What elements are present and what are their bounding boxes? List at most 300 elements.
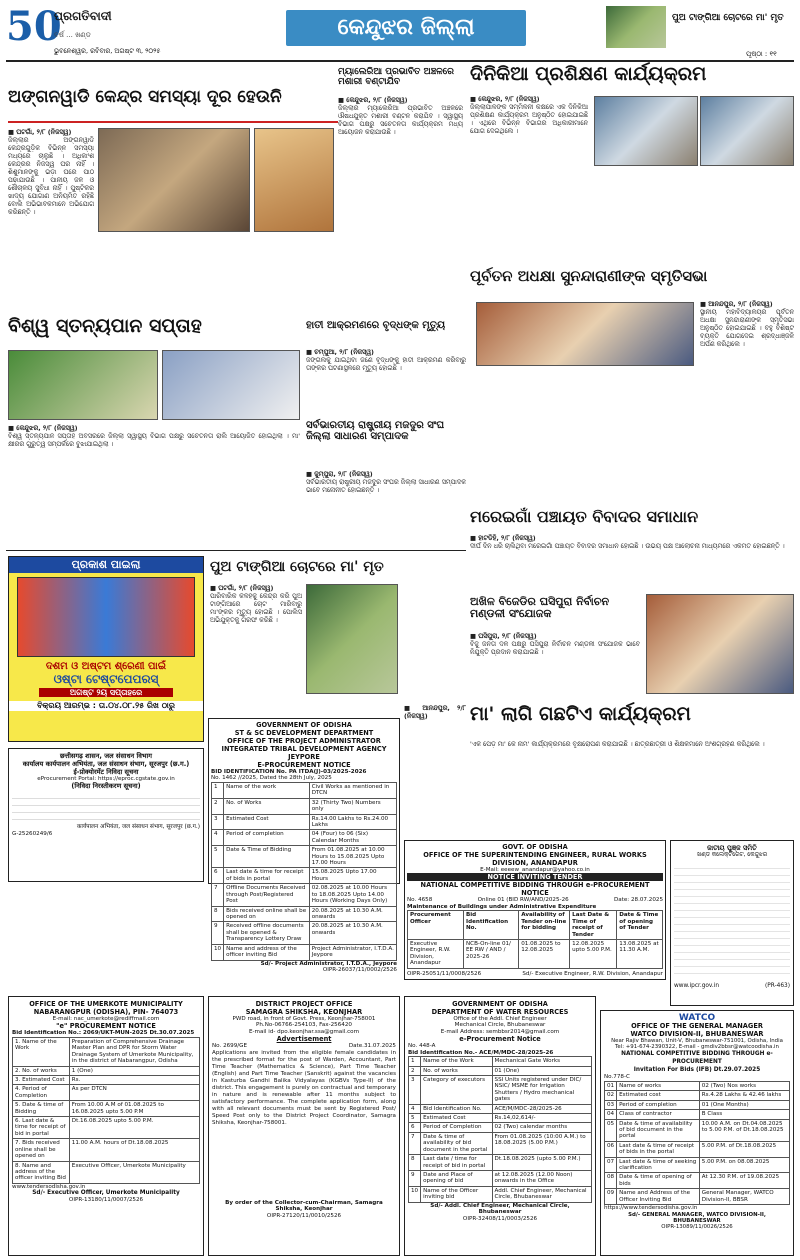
table-cell: Name and Address of the Officer Inviting Bid [617, 1189, 700, 1205]
table-row [409, 1057, 592, 1066]
table-row [13, 1066, 200, 1075]
samagra-text: Applications are invited from the eligible female candidates in the prescribed format for the post of Warden, Accountant, Part Time Teacher (Mathematics & Science), Part Time Teacher (English) and Part Time Teacher (Sanskrit) against the vacancies in Kasturba Gandhi Balika Vidyalayas (KGBVs Type-II) of the district. This engagement is purely on contractual and temporary in nature and is renewable after 11 months subject to satisfactory performance. The complete application form, along with all relevant documents must be sent by Registered Post/ Speed Post only to the District Project Coordinator, Samagra Shiksha, Keonjhar-758001. [212, 1049, 396, 1126]
table-cell: Period of completion [224, 830, 310, 846]
table-header-cell: Availability of Tender on-line for bidding [519, 911, 570, 940]
table-row [13, 1139, 200, 1161]
watco-logo-text: WATCO [678, 1013, 716, 1023]
teaser-photo [606, 6, 666, 48]
table-header [408, 911, 663, 940]
table-cell: 2. No. of works [13, 1066, 70, 1075]
table-cell: 13.08.2025 at 11.30 A.M. [617, 939, 663, 968]
table-cell: Name of the Officer inviting bid [421, 1186, 492, 1202]
table-cell: 07 [605, 1157, 617, 1173]
table-cell: Date and Place of opening of bid [421, 1171, 492, 1187]
table-row [605, 1141, 790, 1157]
table-cell: Preparation of Comprehensive Drainage Master Plan and DPR for Storm Water Drainage System of Umerkote Municipality, in the district of Nabarangpur, Odisha [69, 1037, 199, 1066]
watco-l7: Invitation For Bids (IFB) Dt.29.07.2025 [633, 1067, 761, 1074]
table-cell: Last date & time of receipt of bids in the portal [617, 1141, 700, 1157]
table-cell: 7 [212, 884, 224, 906]
table-cell: Executive Engineer, R.W. Division, Anandapur [408, 939, 464, 968]
table-cell: No. of Works [224, 798, 310, 814]
table-cell: Addl. Chief Engineer, Mechanical Circle, Bhubaneswar [492, 1186, 591, 1202]
table-row [212, 782, 397, 798]
watco-l5: Tel: +91-674-2390322, E-mail - gmdiv2bbsr@watcoodisha.in [615, 1044, 779, 1051]
table-row [605, 1119, 790, 1141]
murder-byline: ■ ଘଟଗାଁ, ୨/୮ (ନିଜସ୍ୱ) [210, 584, 274, 592]
jeypore-no: No. 1462 //2025, Dated the 28th July, 2025 [211, 775, 332, 782]
tree-byline-col [404, 704, 466, 834]
table-cell: Dt.18.08.2025 (upto 5.00 P.M.) [492, 1155, 591, 1171]
water-email: E-mail Address: sembbsr2014@gmail.com [440, 1028, 560, 1035]
table-row [13, 1101, 200, 1117]
weather-url: www.ipcr.gov.in [674, 982, 720, 989]
samagra-l4: Ph.No-06766-254103, Fax-256420 [256, 1022, 352, 1029]
table-cell: From 01.08.2025 (10:00 A.M.) to 18.08.2025 (5.00 P.M.) [492, 1132, 591, 1154]
table-cell: 5 [212, 846, 224, 868]
table-cell: 02 (Two) Nos works [699, 1081, 789, 1090]
table-row [212, 922, 397, 944]
chhattisgarh-ad [8, 748, 204, 882]
breastfeeding-headline: ବିଶ୍ୱ ସ୍ତନ୍ୟପାନ ସପ୍ତାହ [8, 315, 202, 337]
table-cell: 4. Period of Completion [13, 1085, 70, 1101]
table-cell: Rs.14.00 Lakhs to Rs.24.00 Lakhs [309, 814, 396, 830]
jeypore-l1: GOVERNMENT OF ODISHA [256, 721, 352, 729]
table-cell: Offline Documents Received through Post/Registered Post [224, 884, 310, 906]
watco-no: No.778-C [604, 1074, 630, 1081]
table-cell: 05 [605, 1119, 617, 1141]
anandapur-l4: NATIONAL COMPETITIVE BIDDING THROUGH e-PROCUREMENT NOTICE [420, 881, 650, 898]
water-l4: Mechanical Circle, Bhubaneswar [454, 1022, 546, 1029]
table-row [13, 1037, 200, 1066]
table-row [409, 1066, 592, 1075]
murder-text: ପାରିବାରିକ କଳହକୁ କେନ୍ଦ୍ର କରି ପୁଅ ଟାଙ୍ଗିଆରେ ଚୋଟ ମାରିବାରୁ ମା'ଙ୍କର ମୃତ୍ୟୁ ହୋଇଛି । ପୋଲିସ ଅଭିଯୁକ୍ତକୁ ଗିରଫ କରିଛି । [210, 592, 302, 624]
table-cell: Estimated Cost [421, 1114, 492, 1123]
table-row [212, 944, 397, 960]
table-row [212, 884, 397, 906]
panchayat-text: ଦୀର୍ଘ ଦିନ ଧରି ଚାଲିଥିବା ମରେଇଗାଁ ପଞ୍ଚାୟତ ବିବାଦର ସମାଧାନ ହୋଇଛି । ଉଭୟ ପକ୍ଷ ଆଲୋଚନା ମାଧ୍ୟମରେ ଏକମତ ହୋଇଛନ୍ତି । [470, 542, 785, 550]
table-cell: 6 [212, 868, 224, 884]
jeypore-table [211, 782, 397, 961]
table-cell: 10.00 A.M. on Dt.04.08.2025 to 5.00 P.M. of Dt.18.08.2025 [699, 1119, 789, 1141]
malaria-body [338, 96, 463, 292]
table-row [409, 1171, 592, 1187]
table-cell: Rs.4.28 Lakhs & 42.46 lakhs [699, 1091, 789, 1100]
table-row [409, 1123, 592, 1132]
malaria-headline: ମ୍ୟାଲେରିଆ ପ୍ରଭାବିତ ଅଞ୍ଚଳରେ ମଶାରୀ ବଣ୍ଟାଯିବ [338, 67, 454, 87]
table-cell: Rs.14,02,614/- [492, 1114, 591, 1123]
table-cell: Category of executors [421, 1075, 492, 1104]
table-cell: 8 [212, 906, 224, 922]
samagra-l2: SAMAGRA SHIKSHA, KEONJHAR [245, 1008, 363, 1016]
bjd-headline: ଅଖିଳ ବିଜେଡିର ଘସିପୁରା ନିର୍ବାଚନ ମଣ୍ଡଳୀ ସଂଯୋଜକ [470, 595, 610, 621]
murder-photo [306, 584, 398, 694]
table-cell: 3 [212, 814, 224, 830]
memorial-body [700, 300, 794, 500]
samagra-ad [208, 996, 400, 1256]
union-text: ସର୍ବଭାରତୀୟ ରାଷ୍ଟ୍ରୀୟ ମଜଦୁର ସଂଘର ଜିଲ୍ଲା ସାଧାରଣ ସମ୍ପାଦକ ଭାବେ ମନୋନୀତ ହୋଇଛନ୍ତି । [306, 478, 466, 494]
water-ref: OIPR-32408/11/0003/2526 [462, 1215, 538, 1222]
table-cell: Mechanical Gate Works [492, 1057, 591, 1066]
table-cell: 20.08.2025 at 10.30 A.M. onwards [309, 922, 396, 944]
samagra-date: Date.31.07.2025 [348, 1043, 396, 1050]
watco-l3: WATCO DIVISION-II, BHUBANESWAR [630, 1030, 764, 1038]
table-cell: Period of completion [617, 1100, 700, 1109]
water-sign: Sd/- Addl. Chief Engineer, Mechanical Circle, Bhubaneswar [430, 1202, 570, 1216]
table-header-cell: Last Date & Time of receipt of Tender [570, 911, 617, 940]
page-number: ପୃଷ୍ଠା : ୧୧ [746, 50, 777, 58]
watco-l4: Near Rajiv Bhawan, Unit-V, Bhubaneswar-751001, Odisha, India [611, 1038, 783, 1044]
table-cell: 7. Bids received online shall be opened on [13, 1139, 70, 1161]
samagra-l6: Advertisement [276, 1035, 332, 1044]
cg-text-block [12, 792, 200, 822]
breastfeeding-byline: ■ କେନ୍ଦୁଝର, ୨/୮ (ନିଜସ୍ୱ) [8, 424, 78, 432]
table-cell: 2 [212, 798, 224, 814]
anandapur-l1: GOVT. OF ODISHA [502, 843, 568, 851]
malaria-byline: ■ କେନ୍ଦୁଝର, ୨/୮ (ନିଜସ୍ୱ) [338, 96, 408, 104]
masthead-rule [6, 60, 794, 62]
table-cell: As per DTCN [69, 1085, 199, 1101]
table-cell: Dt.16.08.2025 upto 5.00 P.M. [69, 1117, 199, 1139]
table-cell: Name of the Work [421, 1057, 492, 1066]
table-cell: 15.08.2025 Upto 17.00 Hours [309, 868, 396, 884]
table-cell: 7 [409, 1132, 421, 1154]
table-cell: 1 (One) [69, 1066, 199, 1075]
jeypore-l2: ST & SC DEVELOPMENT DEPARTMENT [234, 729, 374, 737]
anandapur-date: Date: 28.07.2025 [613, 897, 663, 904]
table-cell: Last date / time for receipt of bid in portal [421, 1155, 492, 1171]
murder-headline: ପୁଅ ଟାଙ୍ଗିଆ ଚୋଟରେ ମା' ମୃତ [210, 559, 384, 575]
union-body [306, 470, 466, 548]
section-rule [6, 550, 466, 551]
memorial-photo [476, 302, 694, 366]
tree-body [470, 740, 795, 832]
table-cell: Estimated cost [617, 1091, 700, 1100]
weather-ref: (PR-463) [765, 982, 790, 989]
water-bid: Bid Identification No.- ACE/M/MDC-28/2025-26 [408, 1049, 554, 1056]
table-cell: 32 (Thirty Two) Numbers only [309, 798, 396, 814]
malaria-text: ଜିଲ୍ଲାର ମ୍ୟାଲେରିଆ ପ୍ରଭାବିତ ଅଞ୍ଚଳରେ ଔଷଧଯୁକ୍ତ ମଶାରୀ ବଣ୍ଟନ କରାଯିବ । ସ୍ୱାସ୍ଥ୍ୟ ବିଭାଗ ପକ୍ଷରୁ ସଚେତନତା କାର୍ଯ୍ୟକ୍ରମ ମଧ୍ୟ ଆୟୋଜନ କରାଯାଉଛି । [338, 104, 463, 136]
table-cell: 5.00 P.M. of Dt.18.08.2025 [699, 1141, 789, 1157]
training-headline: ଦିନିକିଆ ପ୍ରଶିକ୍ଷଣ କାର୍ଯ୍ୟକ୍ରମ [470, 63, 707, 85]
anganwadi-headline: ଅଙ୍ଗନୱାଡି କେନ୍ଦ୍ର ସମସ୍ୟା ଦୂର ହେଉନି [8, 87, 282, 107]
table-cell: From 01.08.2025 at 10.00 Hours to 15.08.2025 Upto 17.00 Hours [309, 846, 396, 868]
anniversary-logo: 50 [6, 3, 62, 50]
tree-byline: ■ ଆନନ୍ଦପୁର, ୨/୮ (ନିଜସ୍ୱ) [404, 704, 466, 720]
table-cell: Name of the work [224, 782, 310, 798]
table-row [408, 939, 663, 968]
memorial-text: ସ୍ଥାନୀୟ ମହାବିଦ୍ୟାଳୟର ପୂର୍ବତନ ଅଧକ୍ଷା ସୁନନ୍ଦାରାଣୀଙ୍କ ସ୍ମୃତିସଭା ଅନୁଷ୍ଠିତ ହୋଇଯାଇଛି । ବହୁ ବିଶିଷ୍ଟ ବ୍ୟକ୍ତି ଯୋଗଦେଇ ଶ୍ରଦ୍ଧାଞ୍ଜଳି ଅର୍ପଣ କରିଥିଲେ । [700, 308, 794, 348]
table-row [212, 846, 397, 868]
table-cell: Class of contractor [617, 1110, 700, 1119]
prakash-books-image [17, 577, 195, 657]
table-cell: Date & time of availability of bid document in the portal [617, 1119, 700, 1141]
table-cell: Last date & time for receipt of bids in portal [224, 868, 310, 884]
cg-sub: ई-प्रोक्योरमेंट निविदा सूचना [73, 768, 139, 776]
anandapur-email: E-Mail: eeeew_anandapur@yahoo.co.in [480, 867, 590, 873]
anganwadi-photo-2 [254, 128, 334, 232]
anandapur-l2: OFFICE OF THE SUPERINTENDING ENGINEER, RURAL WORKS DIVISION, ANANDAPUR [423, 851, 647, 867]
table-cell: NCB-On-line 01/ EE RW / AND / 2025-26 [464, 939, 519, 968]
weather-sub: ଖଣ୍ଡ କଲେକ୍ଟରେଟ, କେନ୍ଦୁଝର [696, 852, 768, 858]
jeypore-l6: E-PROCUREMENT NOTICE [257, 761, 351, 769]
table-cell: At 12.30 P.M. of 19.08.2025 [699, 1173, 789, 1189]
training-body [470, 95, 588, 155]
table-row [605, 1157, 790, 1173]
umerkote-l3: "e" PROCUREMENT NOTICE [56, 1022, 156, 1031]
table-cell: 9 [409, 1171, 421, 1187]
bjd-byline: ■ ଘସିପୁରା, ୨/୮ (ନିଜସ୍ୱ) [470, 632, 537, 640]
memorial-byline: ■ ଆନନ୍ଦପୁର, ୨/୮ (ନିଜସ୍ୱ) [700, 300, 773, 308]
watco-table [604, 1081, 790, 1205]
anganwadi-byline: ■ ଘଟଗାଁ, ୨/୮ (ନିଜସ୍ୱ) [8, 128, 72, 136]
table-row [409, 1114, 592, 1123]
table-cell: 12.08.2025 upto 5.00 P.M. [570, 939, 617, 968]
watco-ref: OIPR-13089/11/0026/2526 [661, 1223, 733, 1230]
memorial-headline: ପୂର୍ବତନ ଅଧକ୍ଷା ସୁନନ୍ଦାରାଣୀଙ୍କ ସ୍ମୃତିସଭା [470, 267, 708, 285]
cg-office: कार्यालय कार्यपालन अभियंता, जल संसाधन संभाग, सूरजपुर (छ.ग.) [22, 760, 190, 768]
table-cell: Received offline documents shall be opened & Transparency Lottery Draw [224, 922, 310, 944]
umerkote-email: E-mail: nac_umerkote@rediffmail.com [52, 1016, 160, 1022]
table-cell: From 10.00 A.M of 01.08.2025 to 16.08.2025 upto 5.00 P.M [69, 1101, 199, 1117]
anandapur-ad [404, 840, 666, 980]
panchayat-headline: ମରେଇଗାଁ ପଞ୍ଚାୟତ ବିବାଦର ସମାଧାନ [470, 507, 699, 526]
anganwadi-photo-1 [98, 128, 250, 232]
table-cell: 04 [605, 1110, 617, 1119]
elephant-byline: ■ ଚମ୍ପୁଆ, ୨/୮ (ନିଜସ୍ୱ) [306, 348, 374, 356]
elephant-headline: ହାତୀ ଆକ୍ରମଣରେ ବୃଦ୍ଧଙ୍କ ମୃତ୍ୟୁ [306, 320, 446, 331]
samagra-l5: E-mail id- dpo.keonjhar.ssa@gmail.com [248, 1028, 360, 1035]
tagline: ବର୍ଷ ... ଖଣ୍ଡ [54, 31, 91, 39]
table-cell: 4 [212, 830, 224, 846]
table-row [605, 1110, 790, 1119]
water-l5: e-Procurement Notice [459, 1035, 541, 1044]
water-l1: GOVERNMENT OF ODISHA [452, 1000, 548, 1008]
cg-note: (निविदा निरस्तीकरण सूचना) [71, 782, 141, 791]
elephant-text: ଜଙ୍ଗଲକୁ ଯାଇଥିବା ଜଣେ ବୃଦ୍ଧଙ୍କୁ ହାତୀ ଆକ୍ରମଣ କରିବାରୁ ତାଙ୍କର ଘଟଣାସ୍ଥଳରେ ମୃତ୍ୟୁ ହୋଇଛି । [306, 356, 466, 372]
water-table [408, 1056, 592, 1203]
table-row [212, 814, 397, 830]
jeypore-l5: JEYPORE [288, 753, 320, 761]
training-text: ଜିଲ୍ଲାପାଳଙ୍କ ସମ୍ମିଳନୀ କକ୍ଷରେ ଏକ ଦିନିକିଆ ପ୍ରଶିକ୍ଷଣ କାର୍ଯ୍ୟକ୍ରମ ଅନୁଷ୍ଠିତ ହୋଇଯାଇଛି । ଏଥିରେ ବିଭିନ୍ନ ବିଭାଗର ଅଧିକାରୀମାନେ ଯୋଗ ଦେଇଥିଲେ । [470, 103, 588, 135]
table-cell: Date & time of availability of bid document in the portal [421, 1132, 492, 1154]
table-cell: at 12.08.2025 (12.00 Noon) onwards in the Office [492, 1171, 591, 1187]
table-row [13, 1117, 200, 1139]
table-cell: 09 [605, 1189, 617, 1205]
table-cell: Project Administrator, I.T.D.A. Jeypore [309, 944, 396, 960]
table-row [605, 1091, 790, 1100]
training-photo-1 [594, 96, 698, 166]
samagra-no: No. 2699/GE [212, 1043, 248, 1050]
table-cell: 1 [212, 782, 224, 798]
table-row [409, 1132, 592, 1154]
water-l3: Office of the Addl. Chief Engineer [453, 1016, 547, 1022]
bjd-body [470, 632, 640, 692]
table-row [409, 1075, 592, 1104]
prakash-line1: ଦଶମ ଓ ଅଷ୍ଟମ ଶ୍ରେଣୀ ପାଇଁ [45, 661, 167, 672]
bjd-text: ବିଜୁ ଜନତା ଦଳ ପକ୍ଷରୁ ଘସିପୁରା ନିର୍ବାଚନ ମଣ୍ଡଳୀ ସଂଯୋଜକ ଭାବେ ନିଯୁକ୍ତି ପ୍ରଦାନ କରାଯାଇଛି । [470, 640, 640, 656]
table-cell: 02 (Two) calendar months [492, 1123, 591, 1132]
table-cell: Date & time of opening of bids [617, 1173, 700, 1189]
table-cell: 20.08.2025 at 10.30 A.M. onwards [309, 906, 396, 922]
umerkote-table [12, 1037, 200, 1184]
union-byline: ■ ଜୁମ୍ପୁରା, ୨/୮ (ନିଜସ୍ୱ) [306, 470, 373, 478]
cg-url: eProcurement Portal: https://eproc.cgstate.gov.in [37, 776, 175, 782]
table-cell: 4 [409, 1104, 421, 1113]
watco-url: https://www.tendersodisha.gov.in [604, 1205, 698, 1212]
cg-ref: G-25260249/6 [12, 831, 53, 838]
table-cell: 3 [409, 1075, 421, 1104]
samagra-l1: DISTRICT PROJECT OFFICE [255, 1000, 353, 1008]
elephant-body [306, 348, 466, 408]
table-row [212, 906, 397, 922]
anandapur-l5: Maintenance of Buildings under Administrative Expenditure [407, 903, 597, 910]
breastfeeding-photo-1 [8, 350, 158, 420]
tree-text: 'ଏକ ପେଡ଼ ମା' କେ ନାମ' କାର୍ଯ୍ୟକ୍ରମରେ ବୃକ୍ଷରୋପଣ କରାଯାଇଛି । ଛାତ୍ରଛାତ୍ରୀ ଓ ଶିକ୍ଷକମାନେ ଅଂଶଗ୍ରହଣ କରିଥିଲେ । [470, 740, 765, 748]
table-header-cell: Bid Identification No. [464, 911, 519, 940]
table-cell: 04 (Four) to 06 (Six) Calendar Months [309, 830, 396, 846]
weather-box [670, 840, 794, 1006]
anandapur-no: No. 4658 [407, 897, 433, 904]
prakash-line2: ଓଷ୍ଟା ଟେଷ୍ଟପେପରସ୍ [53, 671, 159, 686]
table-cell: 2 [409, 1066, 421, 1075]
table-cell: No. of works [421, 1066, 492, 1075]
breastfeeding-photo-2 [162, 350, 300, 420]
table-cell: 1. Name of the Work [13, 1037, 70, 1066]
samagra-ref: OIPR-27120/11/0010/2526 [266, 1212, 342, 1219]
table-row [409, 1186, 592, 1202]
table-row [13, 1075, 200, 1084]
cg-title: छत्तीसगढ़ शासन, जल संसाधन विभाग [60, 752, 152, 760]
headline-rule [8, 121, 338, 123]
table-cell: SSI Units registered under DIC/ NSIC/ MSME for Irrigation Shutters / Hydro mechanical gates [492, 1075, 591, 1104]
breastfeeding-body [8, 424, 300, 504]
prakash-line3: ଅଗଷ୍ଟ ୨ୟ ସପ୍ତାହରେ [39, 688, 173, 697]
table-cell: 01 (One) [492, 1066, 591, 1075]
table-cell: Last date & time of seeking clarification [617, 1157, 700, 1173]
table-cell: 01.08.2025 to 12.08.2025 [519, 939, 570, 968]
dateline: ଭୁବନେଶ୍ୱର, ରବିବାର, ଅଗଷ୍ଟ ୩, ୨୦୨୫ [54, 47, 161, 55]
jeypore-ad [208, 718, 400, 973]
umerkote-url: www.tendersodisha.gov.in [12, 1183, 86, 1190]
table-cell: 9 [212, 922, 224, 944]
watco-sign: Sd/- GENERAL MANAGER, WATCO DIVISION-II, BHUBANESWAR [628, 1211, 766, 1224]
panchayat-byline: ■ ହାଟଡିହି, ୨/୮ (ନିଜସ୍ୱ) [470, 534, 536, 542]
breastfeeding-text: ବିଶ୍ୱ ସ୍ତନ୍ୟପାନ ସପ୍ତାହ ଅବସରରେ ଜିଲ୍ଲା ସ୍ୱାସ୍ଥ୍ୟ ବିଭାଗ ପକ୍ଷରୁ ସଚେତନତା ରାଲି ଆୟୋଜିତ ହୋଇଥିଲା । ମା' କ୍ଷୀରର ଗୁରୁତ୍ୱ ସମ୍ପର୍କରେ ବୁଝାଯାଇଥିଲା । [8, 432, 300, 448]
table-cell: ACE/M/MDC-28/2025-26 [492, 1104, 591, 1113]
table-row [409, 1104, 592, 1113]
anandapur-bid: Online 01 (BID RW/AND/2025-26 [477, 897, 569, 904]
weather-lines [674, 862, 790, 980]
table-header-cell: Procurement Officer [408, 911, 464, 940]
table-cell: Estimated Cost [224, 814, 310, 830]
table-cell: Name of works [617, 1081, 700, 1090]
table-row [605, 1189, 790, 1205]
jeypore-l3: OFFICE OF THE PROJECT ADMINISTRATOR [227, 737, 381, 745]
table-cell: 8 [409, 1155, 421, 1171]
water-no: No. 448-A [408, 1043, 436, 1050]
umerkote-ad [8, 996, 204, 1256]
prakash-ad [8, 556, 204, 742]
table-row [13, 1085, 200, 1101]
table-cell: 5.00 P.M. on 08.08.2025 [699, 1157, 789, 1173]
prakash-price: ବିକ୍ରୟ ଆରମ୍ଭ : ତା.୦୪.୦୮.୨୫ ରିଖ ଠାରୁ [9, 701, 203, 710]
water-l2: DEPARTMENT OF WATER RESOURCES [431, 1008, 569, 1016]
anandapur-sign: Sd/- Executive Engineer, R.W. Division, Anandapur [522, 970, 663, 977]
table-cell: 01 [605, 1081, 617, 1090]
watco-l2: OFFICE OF THE GENERAL MANAGER [631, 1022, 763, 1030]
table-cell: 8. Name and address of the officer inviting Bid [13, 1161, 70, 1183]
union-headline: ସର୍ବଭାରତୀୟ ରାଷ୍ଟ୍ରୀୟ ମଜଦୁର ସଂଘ ଜିଲ୍ଲା ସାଧାରଣ ସମ୍ପାଦକ [306, 420, 445, 442]
training-byline: ■ କେନ୍ଦୁଝର, ୨/୮ (ନିଜସ୍ୱ) [470, 95, 540, 103]
paper-name: ପ୍ରଗତିବାଦୀ [54, 9, 112, 23]
cg-sign: कार्यपालन अभियंता, जल संसाधन संभाग, सूरजपुर (छ.ग.) [76, 824, 200, 831]
anandapur-ref: OIPR-25051/11/0008/2526 [407, 970, 482, 977]
table-row [212, 798, 397, 814]
table-cell: Date & Time of Bidding [224, 846, 310, 868]
table-cell: Civil Works as mentioned in DTCN [309, 782, 396, 798]
table-header-cell: Date & Time of opening of Tender [617, 911, 663, 940]
table-cell: 6 [409, 1123, 421, 1132]
table-cell: Name and address of the officer inviting Bid [224, 944, 310, 960]
water-ad [404, 996, 596, 1256]
table-cell: 02.08.2025 at 10.00 Hours to 18.08.2025 Upto 14.00 Hours (Working Days Only) [309, 884, 396, 906]
weather-title: ଜାତୀୟ ପୁଞ୍ଜ ସମିତି [707, 844, 757, 852]
table-cell: 3. Estimated Cost [13, 1075, 70, 1084]
table-row [605, 1173, 790, 1189]
table-cell: 08 [605, 1173, 617, 1189]
panchayat-body [470, 534, 795, 584]
table-cell: Bid Identification No. [421, 1104, 492, 1113]
jeypore-l4: INTEGRATED TRIBAL DEVELOPMENT AGENCY [221, 745, 387, 753]
table-cell: 6. Last date & time for receipt of bid in portal [13, 1117, 70, 1139]
teaser-headline: ପୁଅ ଟାଙ୍ଗିଆ ଚୋଟରେ ମା' ମୃତ [672, 13, 784, 23]
table-cell: General Manager, WATCO Division-II, BBSR [699, 1189, 789, 1205]
table-cell: 11.00 A.M. hours of Dt.18.08.2025 [69, 1139, 199, 1161]
table-cell: 5. Date & time of Bidding [13, 1101, 70, 1117]
jeypore-bid: BID IDENTIFICATION No. PA ITDA(J)-03/2025-2026 [211, 769, 367, 775]
table-cell: 06 [605, 1141, 617, 1157]
table-row [605, 1081, 790, 1090]
table-cell: 1 [409, 1057, 421, 1066]
jeypore-sign: Sd/- Project Administrator, I.T.D.A., Jeypore [260, 960, 397, 967]
samagra-sign: By order of the Collector-cum-Chairman, Samagra Shiksha, Keonjhar [225, 1199, 383, 1213]
umerkote-ref: OIPR-13180/11/0007/2526 [68, 1196, 144, 1203]
table-cell: Bids received online shall be opened on [224, 906, 310, 922]
umerkote-sign: Sd/- Executive Officer, Umerkote Municipality [32, 1190, 180, 1197]
table-cell: Rs. [69, 1075, 199, 1084]
umerkote-bid: Bid Identification No.: 2069/UKT-MUN-2025 Dt.30.07.2025 [12, 1030, 195, 1037]
anandapur-table [407, 910, 663, 968]
table-cell: 02 [605, 1091, 617, 1100]
table-row [212, 830, 397, 846]
murder-body [210, 584, 302, 714]
watco-l6: NATIONAL COMPETITIVE BIDDING THROUGH e-PROCUREMENT [621, 1051, 773, 1066]
anandapur-l3: NOTICE INVITING TENDER [407, 873, 663, 881]
section-banner: କେନ୍ଦୁଝର ଜିଲ୍ଲା [286, 10, 526, 46]
table-cell: 10 [409, 1186, 421, 1202]
table-cell: 5 [409, 1114, 421, 1123]
watco-ad [600, 1010, 794, 1256]
table-cell: B Class [699, 1110, 789, 1119]
table-row [13, 1161, 200, 1183]
training-photo-2 [700, 96, 794, 166]
table-row [212, 868, 397, 884]
bjd-photo [646, 594, 794, 694]
umerkote-l2: NABARANGPUR (ODISHA), PIN- 764073 [33, 1008, 179, 1016]
tree-headline: ମା' ଲାଗି ଗଛଟିଏ କାର୍ଯ୍ୟକ୍ରମ [470, 703, 691, 725]
table-row [409, 1155, 592, 1171]
table-cell: Executive Officer, Umerkote Municipality [69, 1161, 199, 1183]
